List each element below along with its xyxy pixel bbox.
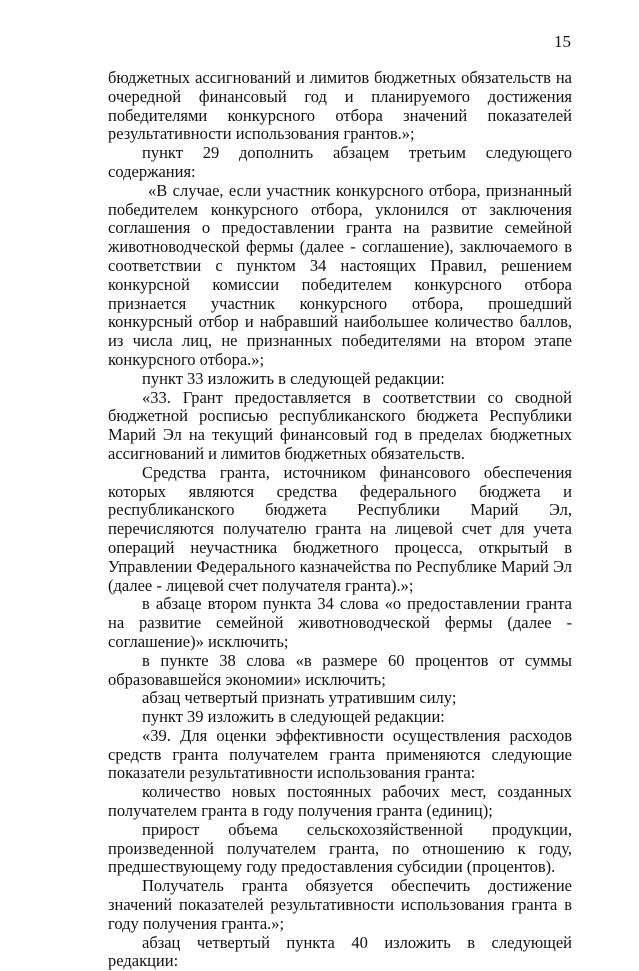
- paragraph-amendment-p33: пункт 33 изложить в следующей редакции:: [142, 368, 445, 388]
- paragraph-amendment-p29: пункт 29 дополнить абзацем третьим следующего содержания:: [108, 143, 572, 181]
- paragraph-quoted-p39-intro: «39. Для оценки эффективности осуществления расходов средств гранта получателем гранта применяются следующие показатели результативности использования гранта:: [108, 725, 572, 783]
- paragraph-amendment-p39: пункт 39 изложить в следующей редакции:: [142, 707, 445, 727]
- page-number: 15: [554, 32, 571, 51]
- paragraph-continuation: бюджетных ассигнований и лимитов бюджетных обязательств на очередной финансовый год и планируемого достижения победителями конкурсного отбора значений показателей результативности использования грантов.»;: [108, 68, 572, 144]
- document-body: [108, 69, 572, 971]
- paragraph-amendment-p40: абзац четвертый пункта 40 изложить в следующей редакции:: [108, 932, 572, 971]
- paragraph-quoted-p33-second: Средства гранта, источником финансового обеспечения которых являются средства федерального бюджета и республиканского бюджета Республики Марий Эл, перечисляются получателю гранта на лицевой счет для учета операций неучастника бюджетного процесса, открытый в Управлении Федерального казначейства по Республике Марий Эл (далее - лицевой счет получателя гранта).»;: [108, 462, 572, 595]
- paragraph-amendment-p34: в абзаце втором пункта 34 слова «о предоставлении гранта на развитие семейной животноводческой фермы (далее - соглашение)» исключить;: [108, 594, 572, 651]
- paragraph-quoted-p39-indicator-jobs: количество новых постоянных рабочих мест, созданных получателем гранта в году получения гранта (единиц);: [108, 782, 572, 821]
- paragraph-quoted-p29-text: «В случае, если участник конкурсного отбора, признанный победителем конкурсного отбора, уклонился от заключения соглашения о предоставлении гранта на развитие семейной животноводческой фермы (далее - соглашение), заключаемого в соответствии с пунктом 34 настоящих Правил, решением конкурсной комиссии победителем конкурсного отбора признается участник конкурсного отбора, прошедший конкурсный отбор и набравший наибольшее количество баллов, из числа лиц, не признанных победителями на втором этапе конкурсного отбора.»;: [108, 180, 572, 369]
- paragraph-quoted-p39-obligation: Получатель гранта обязуется обеспечить достижение значений показателей результативности использования гранта в году получения гранта.»;: [108, 876, 572, 933]
- paragraph-quoted-p33-first: «33. Грант предоставляется в соответствии со сводной бюджетной росписью республиканского бюджета Республики Марий Эл на текущий финансовый год в пределах бюджетных ассигнований и лимитов бюджетных обязательств.: [108, 387, 572, 463]
- paragraph-quoted-p39-indicator-output: прирост объема сельскохозяйственной продукции, произведенной получателем гранта, по отношению к году, предшествующему году предоставления субсидии (процентов).: [108, 819, 572, 877]
- paragraph-amendment-p38-repeal: абзац четвертый признать утратившим силу;: [142, 688, 457, 708]
- paragraph-amendment-p38: в пункте 38 слова «в размере 60 процентов от суммы образовавшейся экономии» исключить;: [108, 650, 572, 689]
